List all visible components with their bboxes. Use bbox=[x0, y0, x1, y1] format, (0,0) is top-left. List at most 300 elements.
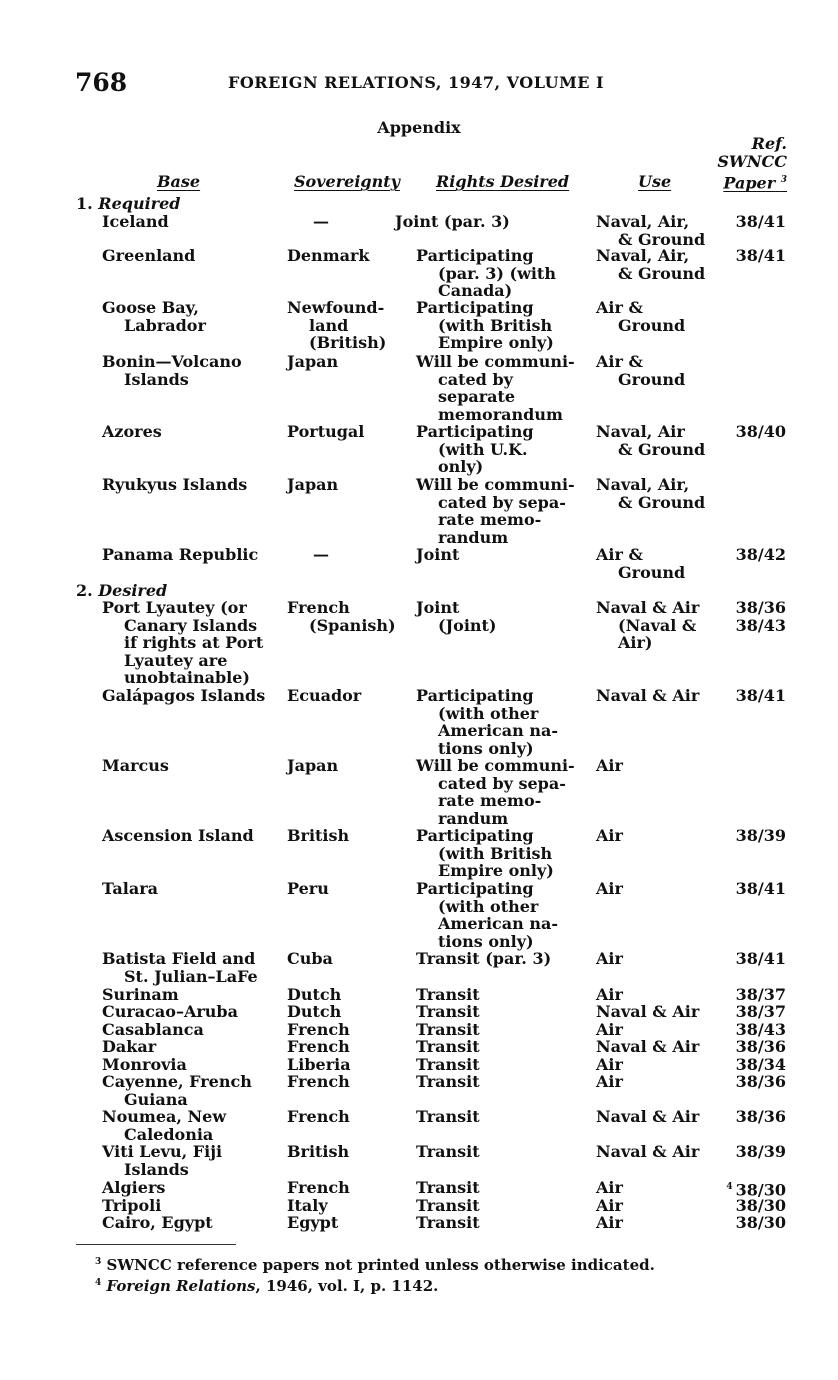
cell-use bbox=[596, 353, 685, 388]
cell-rights bbox=[395, 213, 510, 231]
cell-base bbox=[102, 1108, 226, 1143]
use-line: Air bbox=[596, 949, 623, 968]
cell-sov bbox=[287, 423, 364, 441]
rights-line: tions only) bbox=[438, 931, 534, 951]
ref-line: 38/43 bbox=[735, 615, 786, 635]
sov-line: French bbox=[287, 1107, 350, 1126]
cell-base bbox=[102, 1073, 252, 1108]
rights-line: Joint (par. 3) bbox=[395, 212, 510, 231]
cell-rights bbox=[416, 687, 558, 757]
ref-line: 38/41 bbox=[735, 212, 786, 231]
cell-rights bbox=[416, 546, 459, 564]
ref-line: 38/36 bbox=[735, 1072, 786, 1091]
cell-ref bbox=[700, 986, 786, 1004]
sov-line: (Spanish) bbox=[309, 615, 396, 635]
base-line: unobtainable) bbox=[124, 668, 250, 687]
cell-use bbox=[596, 213, 705, 248]
cell-rights bbox=[416, 1143, 480, 1161]
cell-base bbox=[102, 1197, 161, 1215]
use-line: Ground bbox=[618, 562, 686, 582]
cell-ref bbox=[700, 1197, 786, 1215]
sov-line: French bbox=[287, 1178, 350, 1197]
sov-line: British bbox=[287, 826, 350, 845]
rights-line: (with other bbox=[438, 896, 539, 916]
use-line: Air bbox=[596, 1020, 623, 1039]
cell-base bbox=[102, 299, 206, 334]
base-line: Goose Bay, bbox=[102, 298, 199, 317]
use-line: Air bbox=[596, 756, 623, 775]
rights-line: Joint bbox=[416, 598, 460, 617]
base-line: Port Lyautey (or bbox=[102, 598, 247, 617]
use-line: (Naval & bbox=[618, 615, 697, 635]
cell-sov bbox=[287, 687, 361, 705]
footnote-rule bbox=[76, 1244, 236, 1245]
footnote-text: SWNCC reference papers not printed unless otherwise indicated. bbox=[106, 1256, 655, 1274]
header-ref-footnote-mark: 3 bbox=[780, 175, 787, 185]
rights-line: Participating bbox=[416, 246, 534, 265]
ref-line: 38/37 bbox=[735, 1002, 786, 1021]
section-label: Required bbox=[98, 194, 181, 213]
base-line: Canary Islands bbox=[124, 615, 258, 635]
cell-base bbox=[102, 1056, 187, 1074]
ref-line: 38/42 bbox=[735, 545, 786, 564]
cell-base bbox=[102, 827, 254, 845]
cell-use bbox=[596, 880, 623, 898]
base-line: Azores bbox=[102, 422, 162, 441]
sov-line: French bbox=[287, 1037, 350, 1056]
rights-line: American na- bbox=[438, 914, 558, 933]
use-line: Air bbox=[596, 1178, 623, 1197]
cell-use bbox=[596, 827, 623, 845]
cell-rights bbox=[416, 247, 556, 300]
base-line: Dakar bbox=[102, 1037, 157, 1056]
use-line: Naval, Air, bbox=[596, 246, 690, 265]
use-line: Air) bbox=[618, 633, 653, 652]
cell-sov bbox=[287, 880, 329, 898]
cell-use bbox=[596, 476, 705, 511]
use-line: Air bbox=[596, 1072, 623, 1091]
section-number: 2. bbox=[76, 581, 93, 600]
cell-use bbox=[596, 687, 699, 705]
cell-rights bbox=[416, 1197, 480, 1215]
cell-sov bbox=[287, 950, 333, 968]
base-line: Iceland bbox=[102, 212, 169, 231]
cell-ref bbox=[700, 1021, 786, 1039]
sov-line: Japan bbox=[287, 352, 339, 371]
cell-base bbox=[102, 1214, 213, 1232]
ref-line: 38/41 bbox=[735, 686, 786, 705]
cell-ref bbox=[700, 1003, 786, 1021]
cell-sov bbox=[287, 1073, 350, 1091]
use-line: Air bbox=[596, 879, 623, 898]
rights-line: (Joint) bbox=[438, 615, 497, 635]
footnote-title: Foreign Relations bbox=[106, 1277, 256, 1295]
cell-rights bbox=[416, 1003, 480, 1021]
cell-rights bbox=[416, 423, 534, 476]
footnote-4 bbox=[95, 1277, 438, 1295]
rights-line: separate bbox=[438, 387, 516, 406]
base-line: Talara bbox=[102, 879, 158, 898]
appendix-title: Appendix bbox=[377, 118, 461, 137]
sov-line: (British) bbox=[309, 333, 387, 352]
base-line: Casablanca bbox=[102, 1020, 204, 1039]
cell-rights bbox=[416, 353, 575, 423]
cell-rights bbox=[416, 1021, 480, 1039]
cell-rights bbox=[416, 950, 551, 968]
use-line: Air bbox=[596, 985, 623, 1004]
cell-rights bbox=[416, 599, 496, 634]
base-line: Batista Field and bbox=[102, 949, 256, 968]
header-use: Use bbox=[638, 172, 672, 191]
base-line: Algiers bbox=[102, 1178, 166, 1197]
cell-ref bbox=[700, 1108, 786, 1126]
sov-line: Cuba bbox=[287, 949, 333, 968]
cell-sov bbox=[287, 1021, 350, 1039]
rights-line: Transit bbox=[416, 1037, 480, 1056]
rights-line: cated by sepa- bbox=[438, 492, 566, 512]
cell-base bbox=[102, 757, 169, 775]
cell-base bbox=[102, 546, 258, 564]
cell-rights bbox=[416, 299, 554, 352]
header-ref bbox=[703, 135, 787, 192]
cell-ref bbox=[700, 213, 786, 231]
base-line: Labrador bbox=[124, 315, 206, 335]
base-line: Cayenne, French bbox=[102, 1072, 252, 1091]
cell-use bbox=[596, 1038, 699, 1056]
rights-line: randum bbox=[438, 808, 509, 828]
rights-line: (with other bbox=[438, 703, 539, 723]
sov-line: French bbox=[287, 1020, 350, 1039]
cell-use bbox=[596, 1003, 699, 1021]
header-base: Base bbox=[157, 172, 201, 191]
sov-line: French bbox=[287, 598, 350, 617]
cell-sov bbox=[287, 247, 370, 265]
rights-line: Transit bbox=[416, 1213, 480, 1232]
use-line: Air bbox=[596, 826, 623, 845]
rights-line: American na- bbox=[438, 721, 558, 740]
header-ref-line2: SWNCC bbox=[717, 152, 787, 171]
cell-base bbox=[102, 950, 258, 985]
cell-sov bbox=[287, 476, 338, 494]
cell-base bbox=[102, 423, 162, 441]
cell-base bbox=[102, 880, 158, 898]
ref-line: 38/36 bbox=[735, 598, 786, 617]
base-line: Surinam bbox=[102, 985, 179, 1004]
rights-line: Participating bbox=[416, 826, 534, 845]
cell-use bbox=[596, 299, 685, 334]
cell-base bbox=[102, 986, 179, 1004]
cell-ref bbox=[700, 1056, 786, 1074]
sov-line: Dutch bbox=[287, 985, 342, 1004]
cell-sov bbox=[287, 1179, 350, 1197]
use-line: Air bbox=[596, 1055, 623, 1074]
cell-ref bbox=[700, 423, 786, 441]
use-line: Naval & Air bbox=[596, 1002, 700, 1021]
cell-ref bbox=[700, 687, 786, 705]
header-ref-line1: Ref. bbox=[751, 134, 787, 153]
rights-line: Will be communi- bbox=[416, 475, 575, 494]
cell-rights bbox=[416, 1179, 480, 1197]
cell-sov bbox=[287, 599, 396, 634]
cell-rights bbox=[416, 1214, 480, 1232]
cell-rights bbox=[416, 880, 558, 950]
use-line: Naval, Air bbox=[596, 422, 685, 441]
rights-line: randum bbox=[438, 527, 509, 547]
ref-line: 38/41 bbox=[735, 879, 786, 898]
cell-sov bbox=[287, 1108, 350, 1126]
cell-base bbox=[102, 687, 265, 705]
use-line: & Ground bbox=[618, 439, 706, 459]
cell-sov bbox=[287, 827, 349, 845]
base-line: Caledonia bbox=[124, 1124, 214, 1144]
ref-line: 38/36 bbox=[735, 1037, 786, 1056]
base-line: Lyautey are bbox=[124, 650, 228, 670]
cell-use bbox=[596, 1021, 623, 1039]
cell-use bbox=[596, 1108, 699, 1126]
section-required bbox=[76, 194, 180, 213]
cell-sov bbox=[287, 299, 386, 352]
base-line: Noumea, New bbox=[102, 1107, 227, 1126]
use-line: Naval, Air, bbox=[596, 475, 690, 494]
cell-ref bbox=[700, 1143, 786, 1161]
rights-line: Transit bbox=[416, 1002, 480, 1021]
section-number: 1. bbox=[76, 194, 93, 213]
base-line: Galápagos Islands bbox=[102, 686, 266, 705]
base-line: if rights at Port bbox=[124, 633, 264, 652]
rights-line: Participating bbox=[416, 686, 534, 705]
cell-sov bbox=[287, 757, 338, 775]
cell-use bbox=[596, 986, 623, 1004]
rights-line: Transit bbox=[416, 1196, 480, 1215]
cell-rights bbox=[416, 476, 575, 546]
use-line: & Ground bbox=[618, 229, 706, 249]
ref-line: 38/43 bbox=[735, 1020, 786, 1039]
ref-line: 38/37 bbox=[735, 985, 786, 1004]
rights-line: (with British bbox=[438, 315, 553, 335]
base-line: Guiana bbox=[124, 1089, 188, 1109]
footnote-text: , 1946, vol. I, p. 1142. bbox=[255, 1277, 439, 1295]
ref-value: 38/30 bbox=[735, 1180, 786, 1200]
rights-line: (with U.K. bbox=[438, 439, 528, 459]
base-line: Viti Levu, Fiji bbox=[102, 1142, 223, 1161]
section-label: Desired bbox=[98, 581, 168, 600]
running-head: FOREIGN RELATIONS, 1947, VOLUME I bbox=[228, 73, 605, 92]
sov-line: Ecuador bbox=[287, 686, 362, 705]
cell-sov bbox=[287, 1038, 350, 1056]
base-line: Bonin—Volcano bbox=[102, 352, 242, 371]
rights-line: rate memo- bbox=[438, 791, 542, 810]
rights-line: Joint bbox=[416, 545, 460, 564]
rights-line: Canada) bbox=[438, 281, 513, 300]
cell-rights bbox=[416, 827, 554, 880]
use-line: Air & bbox=[596, 545, 643, 564]
cell-use bbox=[596, 247, 705, 282]
sov-line: Denmark bbox=[287, 246, 370, 265]
rights-line: Transit bbox=[416, 1178, 480, 1197]
ref-line: 38/41 bbox=[735, 949, 786, 968]
cell-base bbox=[102, 1179, 165, 1197]
cell-ref bbox=[700, 1073, 786, 1091]
rights-line: Will be communi- bbox=[416, 352, 575, 371]
use-line: Air & bbox=[596, 352, 643, 371]
sov-line: Japan bbox=[287, 756, 339, 775]
rights-line: cated by sepa- bbox=[438, 773, 566, 793]
rights-line: Transit bbox=[416, 1020, 480, 1039]
cell-sov bbox=[287, 1214, 338, 1232]
cell-ref bbox=[700, 950, 786, 968]
footnote-3 bbox=[95, 1256, 655, 1274]
rights-line: Transit (par. 3) bbox=[416, 949, 552, 968]
cell-base bbox=[102, 599, 263, 687]
base-line: Islands bbox=[124, 369, 189, 389]
sov-line: Italy bbox=[287, 1196, 328, 1215]
rights-line: only) bbox=[438, 457, 484, 476]
cell-base bbox=[102, 476, 247, 494]
base-line: Ascension Island bbox=[102, 826, 254, 845]
header-rights: Rights Desired bbox=[436, 172, 570, 191]
sov-line: Peru bbox=[287, 879, 329, 898]
cell-sov bbox=[287, 1143, 349, 1161]
rights-line: (par. 3) (with bbox=[438, 263, 556, 283]
cell-ref bbox=[700, 546, 786, 564]
rights-line: Transit bbox=[416, 1107, 480, 1126]
ref-line: 38/36 bbox=[735, 1107, 786, 1126]
rights-line: Will be communi- bbox=[416, 756, 575, 775]
rights-line: rate memo- bbox=[438, 510, 542, 529]
page-number: 768 bbox=[75, 68, 128, 97]
rights-line: Empire only) bbox=[438, 333, 554, 352]
rights-line: Transit bbox=[416, 1142, 480, 1161]
sov-line: French bbox=[287, 1072, 350, 1091]
sov-line: — bbox=[313, 212, 329, 231]
cell-sov bbox=[313, 213, 329, 231]
cell-base bbox=[102, 247, 195, 265]
cell-ref bbox=[700, 827, 786, 845]
rights-line: tions only) bbox=[438, 738, 534, 758]
sov-line: land bbox=[309, 315, 349, 335]
use-line: & Ground bbox=[618, 492, 706, 512]
cell-use bbox=[596, 599, 699, 652]
rights-line: memorandum bbox=[438, 404, 563, 424]
base-line: Tripoli bbox=[102, 1196, 162, 1215]
use-line: Naval & Air bbox=[596, 1037, 700, 1056]
ref-line: 38/40 bbox=[735, 422, 786, 441]
sov-line: Japan bbox=[287, 475, 339, 494]
use-line: Ground bbox=[618, 315, 686, 335]
sov-line: — bbox=[313, 545, 329, 564]
cell-ref bbox=[700, 247, 786, 265]
base-line: Monrovia bbox=[102, 1055, 187, 1074]
cell-use bbox=[596, 1197, 623, 1215]
base-line: Curacao–Aruba bbox=[102, 1002, 238, 1021]
cell-rights bbox=[416, 986, 480, 1004]
rights-line: (with British bbox=[438, 843, 553, 863]
sov-line: Liberia bbox=[287, 1055, 351, 1074]
ref-footnote-mark: 4 bbox=[726, 1182, 733, 1192]
cell-ref bbox=[700, 880, 786, 898]
base-line: Cairo, Egypt bbox=[102, 1213, 213, 1232]
cell-use bbox=[596, 546, 685, 581]
rights-line: Participating bbox=[416, 298, 534, 317]
header-ref-line3 bbox=[703, 171, 787, 192]
cell-use bbox=[596, 1143, 699, 1161]
cell-ref bbox=[700, 1038, 786, 1056]
use-line: Naval & Air bbox=[596, 1142, 700, 1161]
ref-line: 38/30 bbox=[735, 1213, 786, 1232]
use-line: Air & bbox=[596, 298, 643, 317]
sov-line: Dutch bbox=[287, 1002, 342, 1021]
rights-line: cated by bbox=[438, 369, 513, 389]
cell-rights bbox=[416, 1108, 480, 1126]
cell-rights bbox=[416, 757, 575, 827]
use-line: & Ground bbox=[618, 263, 706, 283]
ref-line: 38/41 bbox=[735, 246, 786, 265]
use-line: Naval & Air bbox=[596, 1107, 700, 1126]
rights-line: Participating bbox=[416, 422, 534, 441]
cell-sov bbox=[287, 1003, 341, 1021]
header-ref-paper: Paper bbox=[723, 173, 776, 193]
sov-line: Portugal bbox=[287, 422, 365, 441]
ref-line: 38/30 bbox=[735, 1196, 786, 1215]
rights-line: Transit bbox=[416, 985, 480, 1004]
use-line: Naval, Air, bbox=[596, 212, 690, 231]
rights-line: Transit bbox=[416, 1072, 480, 1091]
cell-sov bbox=[287, 1056, 351, 1074]
cell-use bbox=[596, 423, 705, 458]
cell-rights bbox=[416, 1038, 480, 1056]
use-line: Naval & Air bbox=[596, 686, 700, 705]
use-line: Air bbox=[596, 1196, 623, 1215]
cell-ref bbox=[700, 599, 786, 634]
rights-line: Transit bbox=[416, 1055, 480, 1074]
ref-line: 38/39 bbox=[735, 1142, 786, 1161]
use-line: Air bbox=[596, 1213, 623, 1232]
cell-ref bbox=[700, 1214, 786, 1232]
rights-line: Empire only) bbox=[438, 861, 554, 880]
header-sovereignty: Sovereignty bbox=[294, 172, 400, 191]
ref-line: 38/39 bbox=[735, 826, 786, 845]
use-line: Ground bbox=[618, 369, 686, 389]
cell-base bbox=[102, 1021, 204, 1039]
base-line: Ryukyus Islands bbox=[102, 475, 248, 494]
cell-rights bbox=[416, 1056, 480, 1074]
cell-rights bbox=[416, 1073, 480, 1091]
cell-base bbox=[102, 1003, 238, 1021]
cell-sov bbox=[287, 986, 341, 1004]
use-line: Naval & Air bbox=[596, 598, 700, 617]
cell-base bbox=[102, 213, 169, 231]
base-line: Islands bbox=[124, 1159, 189, 1179]
base-line: Greenland bbox=[102, 246, 196, 265]
cell-use bbox=[596, 757, 623, 775]
cell-use bbox=[596, 1214, 623, 1232]
cell-use bbox=[596, 1179, 623, 1197]
cell-base bbox=[102, 353, 242, 388]
cell-use bbox=[596, 950, 623, 968]
cell-base bbox=[102, 1143, 222, 1178]
ref-line: 38/34 bbox=[735, 1055, 786, 1074]
rights-line: Participating bbox=[416, 879, 534, 898]
cell-sov bbox=[313, 546, 329, 564]
sov-line: British bbox=[287, 1142, 350, 1161]
base-line: Marcus bbox=[102, 756, 169, 775]
cell-use bbox=[596, 1056, 623, 1074]
base-line: St. Julian–LaFe bbox=[124, 966, 258, 986]
cell-use bbox=[596, 1073, 623, 1091]
cell-base bbox=[102, 1038, 156, 1056]
cell-sov bbox=[287, 353, 338, 371]
sov-line: Newfound- bbox=[287, 298, 385, 317]
